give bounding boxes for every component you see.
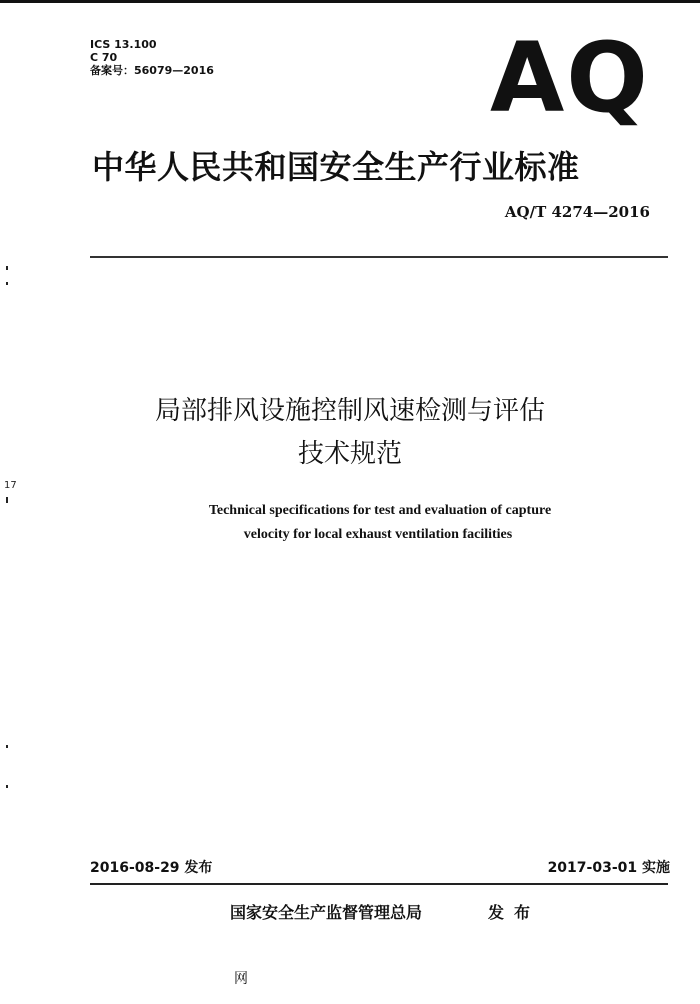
margin-number: 17 — [4, 480, 17, 491]
margin-speck — [6, 497, 8, 503]
implementation-date: 2017-03-01 实施 — [547, 860, 670, 876]
aq-logo: AQ — [490, 22, 650, 134]
header-divider — [90, 256, 668, 258]
chinese-title-line-1: 局部排风设施控制风速检测与评估 — [154, 396, 545, 426]
issue-date: 2016-08-29 发布 — [90, 860, 213, 876]
margin-speck — [6, 785, 8, 788]
chinese-title-line-2: 技术规范 — [297, 439, 402, 469]
page-top-edge — [0, 0, 700, 3]
ics-code: ICS 13.100 — [90, 38, 157, 51]
margin-speck — [6, 282, 8, 285]
classification-block — [90, 38, 214, 77]
footer-divider — [90, 883, 668, 885]
margin-speck — [6, 266, 8, 270]
issue-label: 发布 — [488, 903, 541, 922]
standard-category-title: 中华人民共和国安全生产行业标准 — [92, 148, 580, 186]
footer-mark: 网 — [234, 971, 248, 987]
english-title-line-1: Technical specifications for test and evaluation of capture — [208, 503, 552, 518]
margin-speck — [6, 745, 8, 748]
standard-number: AQ/T 4274—2016 — [504, 203, 650, 221]
ccs-code: C 70 — [90, 51, 118, 64]
issuing-authority: 国家安全生产监督管理总局 — [230, 903, 423, 922]
english-title-line-2: velocity for local exhaust ventilation facilities — [243, 527, 513, 542]
record-number: 备案号：56079—2016 — [90, 64, 214, 77]
